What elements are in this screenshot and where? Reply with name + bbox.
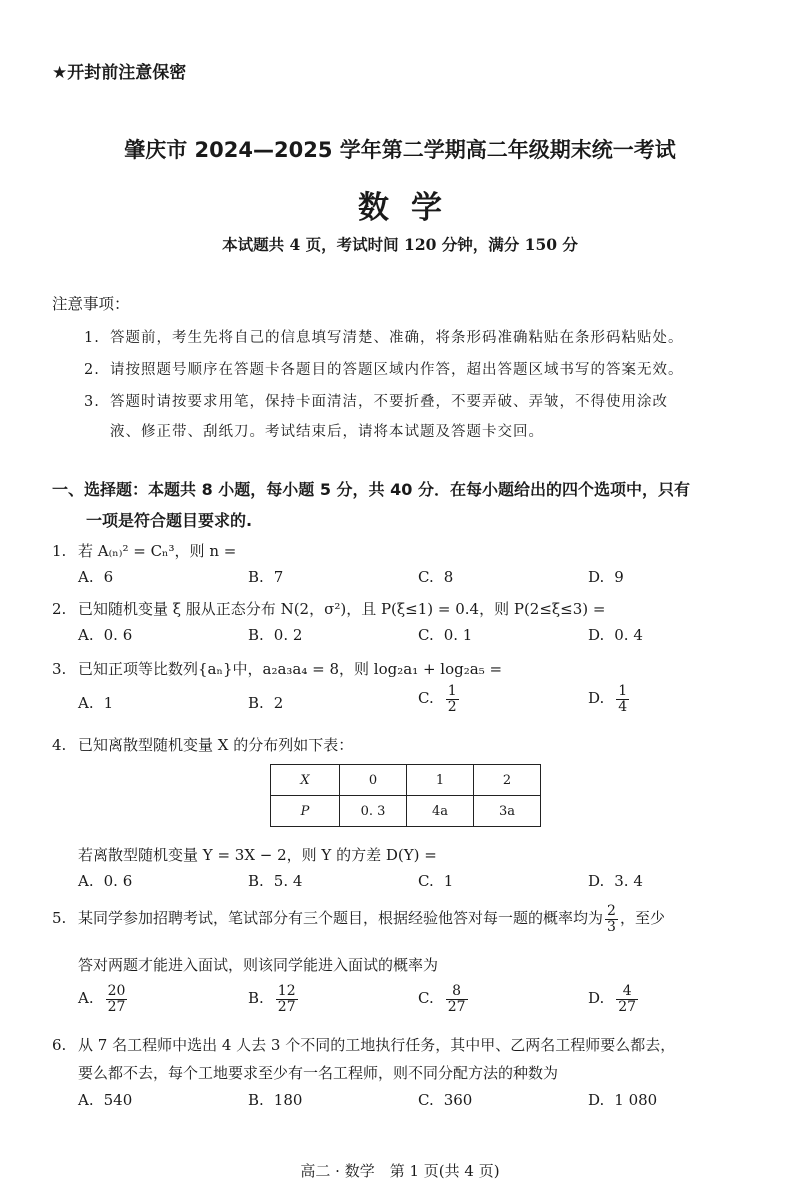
notice-item-3-continued: 液、修正带、刮纸刀。考试结束后，请将本试题及答题卡交回。 [110, 424, 544, 440]
fraction-denominator: 27 [447, 998, 466, 1015]
fraction-numerator: 4 [622, 983, 632, 999]
table-cell: 0. 3 [340, 796, 407, 827]
question-number: 5. [52, 909, 67, 928]
option-label: A. [78, 568, 94, 586]
option-label: D. [588, 689, 605, 708]
option-label: C. [418, 689, 434, 708]
fraction-numerator: 12 [277, 983, 296, 999]
q6-option-a[interactable] [78, 1091, 132, 1109]
q3-option-d[interactable] [588, 684, 631, 714]
fraction-denominator: 3 [607, 918, 616, 935]
fraction-numerator: 1 [447, 683, 457, 699]
option-text: 0. 4 [614, 626, 643, 644]
option-fraction [446, 684, 459, 714]
option-text: 3. 4 [614, 872, 643, 890]
option-fraction [276, 984, 298, 1014]
probability-fraction [605, 904, 618, 934]
notice-text: 请按照题号顺序在答题卡各题目的答题区域内作答，超出答题区域书写的答案无效。 [110, 362, 684, 378]
option-text: 9 [614, 568, 624, 586]
section-heading-line2: 一项是符合题目要求的. [86, 511, 253, 530]
exam-info: 本试题共 4 页，考试时间 120 分钟，满分 150 分 [222, 235, 578, 254]
q3-option-a[interactable] [78, 694, 113, 712]
question-stem: 已知正项等比数列{aₙ}中，a₂a₃a₄ = 8，则 log₂a₁ + log₂a₅ = [78, 660, 503, 678]
notice-text: 答题时请按要求用笔，保持卡面清洁，不要折叠，不要弄破、弄皱，不得使用涂改 [110, 394, 668, 410]
fraction-denominator: 4 [618, 698, 628, 715]
table-cell: 2 [474, 765, 541, 796]
notice-number: 2. [84, 362, 100, 378]
fraction-numerator: 8 [452, 983, 462, 999]
option-label: D. [588, 1091, 605, 1109]
q5-option-d[interactable] [588, 984, 640, 1014]
notice-heading: 注意事项： [52, 295, 130, 313]
page-footer: 高二 · 数学 第 1 页(共 4 页) [300, 1162, 500, 1180]
option-text: 360 [443, 1091, 473, 1109]
option-text: 2 [273, 694, 284, 712]
q3-option-b[interactable] [248, 694, 283, 712]
distribution-table [270, 764, 541, 827]
option-label: C. [418, 568, 434, 586]
table-cell: 3a [474, 796, 541, 827]
question-number: 1. [52, 542, 67, 560]
option-label: D. [588, 989, 605, 1008]
q6-option-c[interactable] [418, 1091, 472, 1109]
exam-title: 肇庆市 2024—2025 学年第二学期高二年级期末统一考试 [124, 138, 676, 162]
q6-option-b[interactable] [248, 1091, 302, 1109]
question-number: 2. [52, 600, 67, 618]
q5-option-c[interactable] [418, 984, 470, 1014]
question-number: 6. [52, 1036, 67, 1054]
option-label: C. [418, 1091, 434, 1109]
option-text: 0. 2 [273, 626, 303, 644]
table-row [271, 765, 541, 796]
option-label: D. [588, 626, 605, 644]
question-6-line2: 要么都不去，每个工地要求至少有一名工程师，则不同分配方法的种数为 [78, 1064, 559, 1082]
q2-option-c[interactable] [418, 626, 472, 644]
option-label: A. [78, 694, 94, 712]
fraction-numerator: 20 [107, 983, 126, 999]
table-cell: X [271, 765, 340, 796]
section-heading-line1: 一、选择题：本题共 8 小题，每小题 5 分，共 40 分．在每小题给出的四个选项中，只有 [52, 480, 690, 499]
option-label: D. [588, 872, 605, 890]
q4-option-b[interactable] [248, 872, 302, 890]
option-fraction [616, 984, 638, 1014]
q4-follow-up: 若离散型随机变量 Y = 3X − 2，则 Y 的方差 D(Y) = [78, 846, 437, 864]
q2-option-d[interactable] [588, 626, 643, 644]
confidential-notice: ★开封前注意保密 [52, 63, 187, 83]
question-6 [52, 1034, 675, 1055]
option-text: 0. 6 [103, 872, 133, 890]
fraction-numerator: 1 [618, 683, 628, 699]
option-text: 6 [103, 568, 114, 586]
table-cell: P [271, 796, 340, 827]
notice-number: 1. [84, 330, 100, 346]
fraction-denominator: 2 [447, 698, 457, 715]
option-label: C. [418, 626, 434, 644]
option-text: 540 [103, 1091, 133, 1109]
option-label: A. [78, 872, 94, 890]
fraction-numerator: 2 [607, 903, 616, 919]
option-label: B. [248, 872, 264, 890]
question-stem: 某同学参加招聘考试，笔试部分有三个题目，根据经验他答对每一题的概率均为 [78, 909, 604, 928]
option-label: D. [588, 568, 605, 586]
question-5-line2: 答对两题才能进入面试，则该同学能进入面试的概率为 [78, 956, 439, 974]
option-text: 180 [273, 1091, 303, 1109]
option-text: 0. 1 [443, 626, 473, 644]
option-text: 5. 4 [273, 872, 303, 890]
option-label: B. [248, 568, 264, 586]
fraction-denominator: 27 [107, 998, 126, 1015]
notice-number: 3. [84, 394, 100, 410]
q4-option-a[interactable] [78, 872, 132, 890]
notice-item-3 [84, 390, 668, 411]
question-5 [52, 904, 665, 934]
option-fraction [616, 684, 629, 714]
q1-option-b[interactable] [248, 568, 283, 586]
option-text: 1 [443, 872, 454, 890]
question-stem: 已知随机变量 ξ 服从正态分布 N(2，σ²)，且 P(ξ≤1) = 0.4，则 P(2≤ξ≤3) = [78, 600, 606, 618]
option-text: 8 [443, 568, 454, 586]
q2-option-b[interactable] [248, 626, 302, 644]
notice-item-2 [84, 358, 684, 379]
question-stem-tail: ，至少 [619, 909, 665, 928]
question-stem: 若 A₍ₙ₎² = Cₙ³，则 n = [78, 542, 237, 560]
question-4 [52, 734, 353, 755]
table-cell: 4a [407, 796, 474, 827]
option-label: B. [248, 989, 264, 1008]
option-text: 0. 6 [103, 626, 133, 644]
question-stem: 已知离散型随机变量 X 的分布列如下表： [78, 736, 354, 754]
q6-option-d[interactable] [588, 1091, 657, 1109]
option-fraction [446, 984, 468, 1014]
question-stem: 从 7 名工程师中选出 4 人去 3 个不同的工地执行任务，其中甲、乙两名工程师要么都去， [78, 1036, 676, 1054]
option-label: B. [248, 626, 264, 644]
question-1 [52, 540, 236, 561]
notice-item-1 [84, 326, 684, 347]
option-text: 1 [103, 694, 114, 712]
q2-option-a[interactable] [78, 626, 132, 644]
fraction-denominator: 27 [277, 998, 296, 1015]
q1-option-d[interactable] [588, 568, 624, 586]
q1-option-c[interactable] [418, 568, 453, 586]
option-label: C. [418, 872, 434, 890]
notice-text: 答题前，考生先将自己的信息填写清楚、准确，将条形码准确粘贴在条形码粘贴处。 [110, 330, 684, 346]
table-row [271, 796, 541, 827]
q1-option-a[interactable] [78, 568, 113, 586]
option-label: B. [248, 1091, 264, 1109]
option-text: 7 [273, 568, 284, 586]
subject-title: 数学 [358, 190, 464, 226]
option-label: A. [78, 989, 94, 1008]
question-2 [52, 598, 605, 619]
q4-option-c[interactable] [418, 872, 453, 890]
q4-option-d[interactable] [588, 872, 643, 890]
fraction-denominator: 27 [618, 998, 637, 1015]
table-cell: 0 [340, 765, 407, 796]
question-number: 3. [52, 660, 67, 678]
option-label: C. [418, 989, 434, 1008]
option-label: A. [78, 626, 94, 644]
option-text: 1 080 [614, 1091, 658, 1109]
option-label: A. [78, 1091, 94, 1109]
question-number: 4. [52, 736, 67, 754]
q5-option-a[interactable] [78, 984, 129, 1014]
q5-option-b[interactable] [248, 984, 300, 1014]
q3-option-c[interactable] [418, 684, 461, 714]
question-3 [52, 658, 502, 679]
option-fraction [106, 984, 128, 1014]
option-label: B. [248, 694, 264, 712]
table-cell: 1 [407, 765, 474, 796]
